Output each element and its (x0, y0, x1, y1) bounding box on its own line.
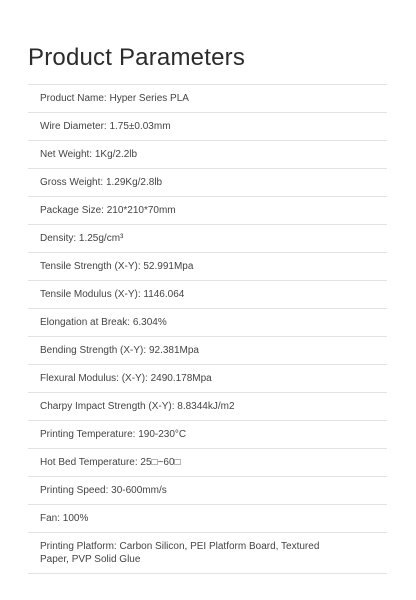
param-package-size: Package Size: 210*210*70mm (28, 197, 387, 225)
parameter-list (28, 84, 387, 574)
param-tensile-strength: Tensile Strength (X-Y): 52.991Mpa (28, 253, 387, 281)
param-bending-strength: Bending Strength (X-Y): 92.381Mpa (28, 337, 387, 365)
param-flexural-modulus: Flexural Modulus: (X-Y): 2490.178Mpa (28, 365, 387, 393)
param-printing-platform-text: Printing Platform: Carbon Silicon, PEI Platform Board, Textured Paper, PVP Solid Glue (40, 541, 320, 565)
param-printing-speed: Printing Speed: 30-600mm/s (28, 477, 387, 505)
param-elongation-at-break: Elongation at Break: 6.304% (28, 309, 387, 337)
page-title: Product Parameters (28, 44, 246, 71)
param-printing-platform (28, 533, 387, 574)
param-fan: Fan: 100% (28, 505, 387, 533)
param-gross-weight: Gross Weight: 1.29Kg/2.8lb (28, 169, 387, 197)
param-printing-temperature: Printing Temperature: 190-230°C (28, 421, 387, 449)
param-wire-diameter: Wire Diameter: 1.75±0.03mm (28, 113, 387, 141)
param-product-name: Product Name: Hyper Series PLA (28, 85, 387, 113)
param-net-weight: Net Weight: 1Kg/2.2lb (28, 141, 387, 169)
param-tensile-modulus: Tensile Modulus (X-Y): 1146.064 (28, 281, 387, 309)
param-density: Density: 1.25g/cm³ (28, 225, 387, 253)
param-hot-bed-temperature: Hot Bed Temperature: 25□~60□ (28, 449, 387, 477)
param-charpy-impact-strength: Charpy Impact Strength (X-Y): 8.8344kJ/m2 (28, 393, 387, 421)
